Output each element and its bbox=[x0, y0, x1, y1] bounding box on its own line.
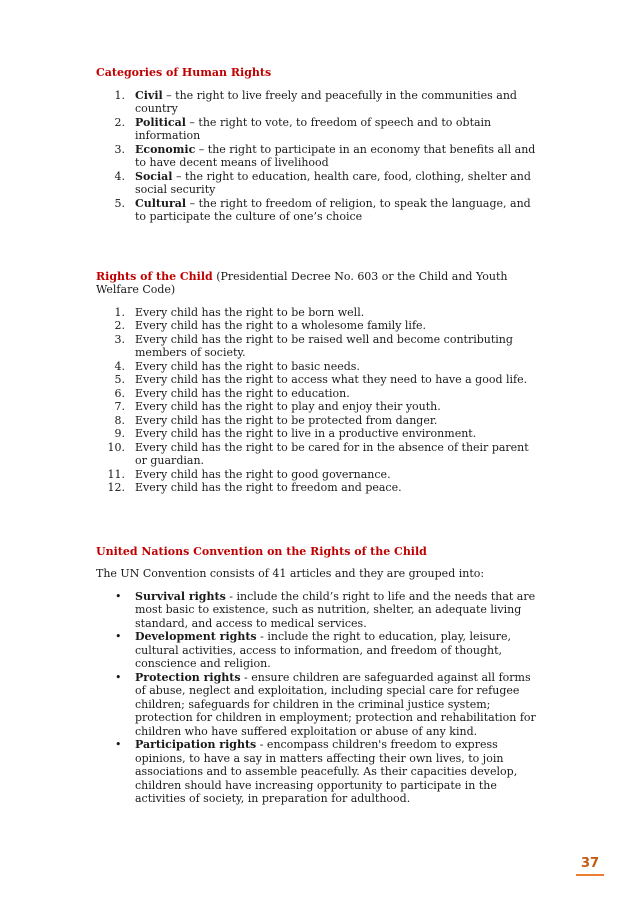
list-item: 2. Every child has the right to a wholesome family life. bbox=[114, 319, 427, 332]
list-item-text: – the right to education, health care, food, clothing, shelter and social security bbox=[135, 169, 531, 196]
list-item bbox=[96, 738, 544, 806]
child-rights-heading bbox=[96, 270, 544, 297]
list-item: 5. Every child has the right to access what they need to have a good life. bbox=[114, 373, 528, 386]
list-item-text: - include the child’s right to life and the needs that are most basic to existence, such as nutrition, shelter, an adequate living standard, and access to medical services. bbox=[135, 589, 536, 630]
list-item: 8. Every child has the right to be protected from danger. bbox=[114, 413, 438, 427]
list-item-text: - ensure children are safeguarded against all forms of abuse, neglect and exploitation, including special care for refugee children; safeguards for children in the criminal justice system; protection for children in employment; protection and rehabilitation for children who have suffered exploitation or abuse of any kind. bbox=[135, 670, 536, 738]
page-number: 37 bbox=[580, 856, 600, 871]
un-convention-intro: The UN Convention consists of 41 articles and they are grouped into: bbox=[96, 567, 485, 580]
list-item-text: – the right to freedom of religion, to speak the language, and to participate the culture of one’s choice bbox=[135, 196, 531, 223]
list-item: 2. Political – the right to vote, to freedom of speech and to obtain information bbox=[114, 115, 492, 142]
list-item: 11. Every child has the right to good governance. bbox=[107, 467, 391, 481]
list-item-term: Cultural bbox=[135, 196, 187, 210]
list-item-text: – the right to live freely and peacefully in the communities and country bbox=[135, 88, 517, 115]
categories-list bbox=[96, 89, 544, 224]
list-item: 4. Social – the right to education, health care, food, clothing, shelter and social security bbox=[114, 169, 531, 196]
list-item: 3. Every child has the right to be raised well and become contributing members of society. bbox=[114, 332, 513, 359]
section-categories bbox=[96, 66, 544, 224]
page-number-rule bbox=[576, 874, 604, 876]
list-item: 3. Economic – the right to participate in an economy that benefits all and to have decent means of livelihood bbox=[114, 142, 536, 169]
list-item bbox=[96, 630, 544, 671]
page-content bbox=[96, 66, 544, 806]
list-item: 5. Cultural – the right to freedom of religion, to speak the language, and to participate the culture of one’s choice bbox=[114, 196, 531, 223]
section-child-rights bbox=[96, 270, 544, 495]
list-item-text: – the right to vote, to freedom of speech and to obtain information bbox=[135, 115, 492, 142]
list-item: 1. Every child has the right to be born well. bbox=[114, 305, 365, 319]
list-item-term: Social bbox=[135, 169, 173, 183]
child-rights-subtitle: (Presidential Decree No. 603 or the Child and Youth Welfare Code) bbox=[96, 269, 508, 296]
list-item-text: - encompass children's freedom to express opinions, to have a say in matters affecting their own lives, to join associations and to assemble peacefully. As their capacities develop, children should have increasing opportunity to participate in the activities of society, in preparation for adulthood. bbox=[135, 738, 518, 805]
list-item-term: Protection rights bbox=[135, 670, 241, 684]
list-item-text: - include the right to education, play, leisure, cultural activities, access to information, and freedom of thought, conscience and religion. bbox=[135, 630, 512, 670]
list-item: 10. Every child has the right to be cared for in the absence of their parent or guardian. bbox=[107, 440, 529, 467]
list-item: 6. Every child has the right to education. bbox=[114, 386, 350, 400]
section-un-convention bbox=[96, 545, 544, 806]
list-item: 9. Every child has the right to live in a productive environment. bbox=[114, 427, 477, 440]
list-item bbox=[96, 590, 544, 631]
list-item-term: Economic bbox=[135, 142, 196, 156]
categories-heading: Categories of Human Rights bbox=[96, 66, 272, 79]
un-convention-heading: United Nations Convention on the Rights of the Child bbox=[96, 544, 427, 558]
list-item-term: Civil bbox=[135, 88, 163, 102]
list-item-text: – the right to participate in an economy that benefits all and to have decent means of livelihood bbox=[135, 142, 536, 169]
un-convention-list bbox=[96, 590, 544, 806]
list-item bbox=[96, 671, 544, 739]
bullet-icon: • bbox=[115, 738, 122, 751]
bullet-icon: • bbox=[115, 670, 122, 684]
bullet-icon: • bbox=[115, 630, 122, 643]
list-item: 12. Every child has the right to freedom and peace. bbox=[107, 481, 402, 494]
child-rights-title: Rights of the Child bbox=[96, 269, 213, 283]
list-item: 4. Every child has the right to basic needs. bbox=[114, 359, 360, 373]
bullet-icon: • bbox=[115, 589, 122, 603]
list-item: 1. Civil – the right to live freely and peacefully in the communities and country bbox=[114, 88, 517, 115]
list-item-term: Development rights bbox=[135, 630, 257, 643]
list-item-term: Participation rights bbox=[135, 738, 257, 751]
list-item: 7. Every child has the right to play and enjoy their youth. bbox=[114, 400, 441, 413]
child-rights-list bbox=[96, 306, 544, 495]
list-item-term: Political bbox=[135, 115, 186, 129]
list-item-term: Survival rights bbox=[135, 589, 226, 603]
